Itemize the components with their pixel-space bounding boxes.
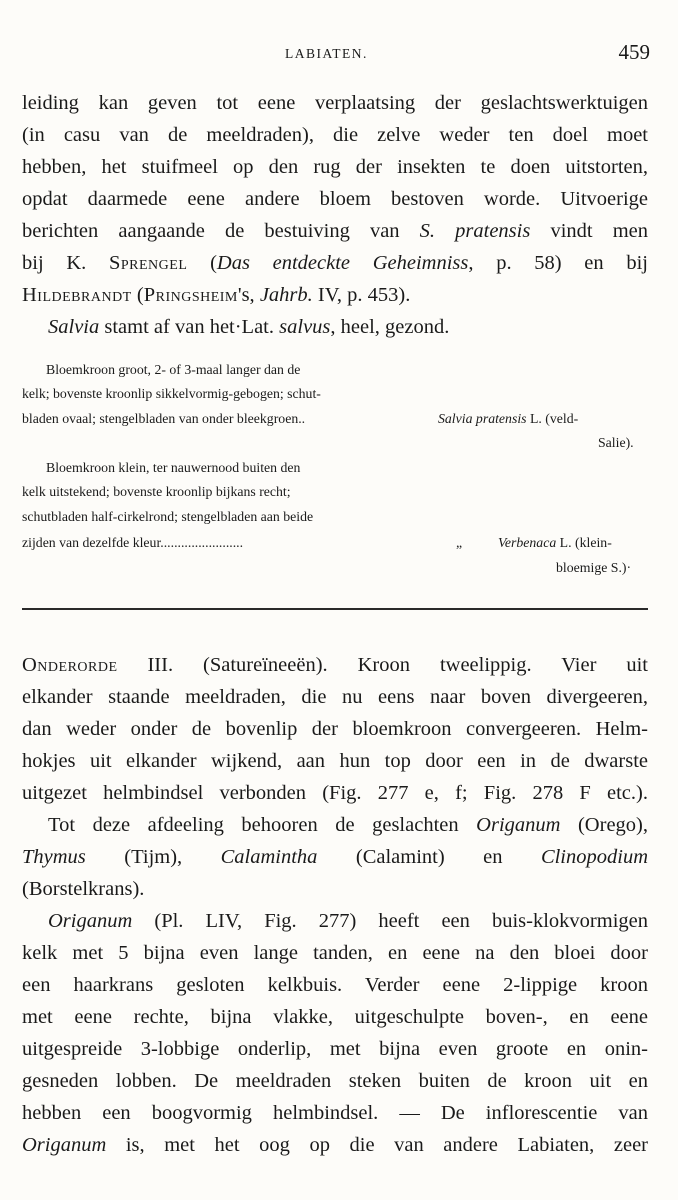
text-line: Hildebrandt (Pringsheim's, Jahrb. IV, p. 453).	[22, 284, 411, 306]
key-result: Salvia pratensis L. (veld-	[438, 411, 579, 426]
journal-title: Jahrb.	[259, 284, 313, 306]
genus-name: Salvia	[48, 316, 100, 338]
genus-name: Origanum	[22, 1134, 107, 1156]
text-line: opdat daarmede eene andere bloem bestoven worde. Uitvoerige	[22, 188, 648, 210]
text-line: hokjes uit elkander wijkend, aan hun top door een in de dwarste	[22, 750, 648, 772]
key-line: Bloemkroon klein, ter nauwernood buiten den	[46, 460, 301, 475]
key-result-continued: Salie).	[598, 435, 634, 450]
text-line: hebben een boogvormig helmbindsel. — De inflorescentie van	[22, 1102, 648, 1124]
key-result-continued: bloemige S.)·	[556, 560, 632, 575]
text-line: (Borstelkrans).	[22, 878, 145, 900]
text-line: bij K. Sprengel (Das entdeckte Geheimniss, p. 58) en bij	[22, 252, 648, 274]
text-line: Tot deze afdeeling behooren de geslachten Origanum (Orego),	[48, 814, 648, 836]
genus-name: Clinopodium	[540, 846, 649, 868]
genus-name: Thymus	[22, 846, 86, 868]
page-number: 459	[618, 40, 650, 64]
author-name: Hildebrandt	[22, 284, 132, 306]
suborder-heading: Onderorde	[22, 654, 118, 676]
book-title: Das entdeckte Geheimniss	[216, 252, 469, 274]
key-line: schutbladen half-cirkelrond; stengelbladen aan beide	[22, 509, 314, 524]
key-line: kelk uitstekend; bovenste kroonlip bijkans recht;	[22, 484, 291, 499]
ditto-mark: „	[456, 535, 463, 550]
key-line: Bloemkroon groot, 2- of 3-maal langer dan de	[46, 362, 301, 377]
text-line: uitgespreide 3-lobbige onderlip, met bijna even groote en onin-	[22, 1038, 648, 1060]
latin-word: salvus	[279, 316, 331, 338]
text-line: Origanum is, met het oog op die van andere Labiaten, zeer	[22, 1134, 648, 1156]
text-line: een haarkrans gesloten kelkbuis. Verder eene 2-lippige kroon	[22, 974, 648, 996]
text-line: Origanum (Pl. LIV, Fig. 277) heeft een buis-klokvormigen	[48, 910, 648, 932]
text-line: leiding kan geven tot eene verplaatsing der geslachtswerktuigen	[22, 92, 648, 114]
species-name: S. pratensis	[419, 220, 531, 242]
text-line: met eene rechte, bijna vlakke, uitgeschulpte boven-, en eene	[22, 1006, 648, 1028]
key-line: bladen ovaal; stengelbladen van onder bleekgroen..	[22, 411, 306, 426]
page-header	[0, 40, 678, 70]
text-line: kelk met 5 bijna even lange tanden, en eene na den bloei door	[22, 942, 648, 964]
text-line: gesneden lobben. De meeldraden steken buiten de kroon uit en	[22, 1070, 648, 1092]
author-name: Sprengel	[108, 252, 188, 274]
text-line: Thymus (Tijm), Calamintha (Calamint) en Clinopodium	[22, 846, 649, 868]
text-line: dan weder onder de bovenlip der bloemkroon convergeeren. Helm-	[22, 718, 648, 740]
text-line: elkander staande meeldraden, die nu eens naar boven divergeeren,	[22, 686, 648, 708]
species-name: Salvia pratensis	[438, 411, 527, 426]
text-line: hebben, het stuifmeel op den rug der insekten te doen uitstorten,	[22, 156, 648, 178]
key-result: Verbenaca L. (klein-	[498, 535, 612, 550]
text-line: berichten aangaande de bestuiving van S. pratensis vindt men	[22, 220, 648, 242]
species-name: Verbenaca	[498, 535, 557, 550]
genus-name: Origanum	[476, 814, 561, 836]
genus-name: Calamintha	[220, 846, 318, 868]
text-line: Onderorde III. (Satureïneeën). Kroon tweelippig. Vier uit	[22, 654, 648, 676]
author-name: Pringsheim	[143, 284, 238, 306]
text-line: Salvia stamt af van het·Lat. salvus, heel, gezond.	[48, 316, 450, 338]
key-line: kelk; bovenste kroonlip sikkelvormig-gebogen; schut-	[22, 386, 321, 401]
text-line: uitgezet helmbindsel verbonden (Fig. 277 e, f; Fig. 278 F etc.).	[22, 782, 648, 804]
text-line: (in casu van de meeldraden), die zelve weder ten doel moet	[22, 124, 648, 146]
running-title: LABIATEN.	[285, 46, 368, 61]
key-line: zijden van dezelfde kleur........................	[22, 535, 244, 550]
genus-name: Origanum	[48, 910, 133, 932]
section-divider	[22, 608, 648, 610]
